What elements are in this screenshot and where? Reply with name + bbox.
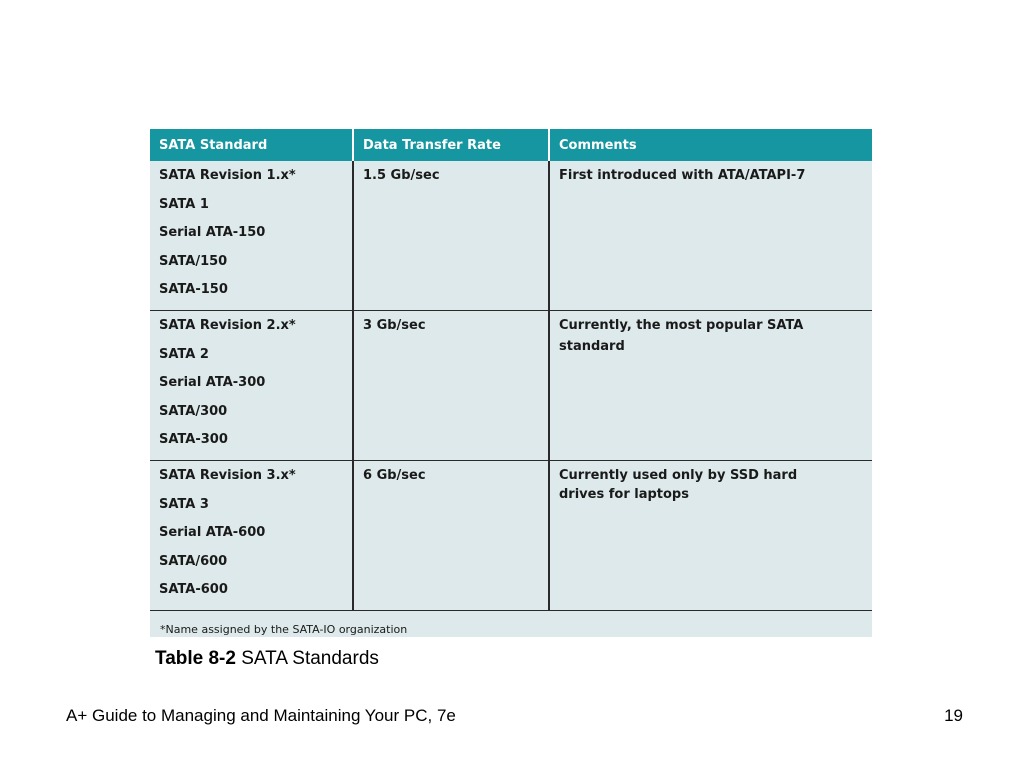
standard-name: Serial ATA-150 bbox=[159, 225, 266, 241]
comment-text: First introduced with ATA/ATAPI-7 bbox=[559, 168, 806, 183]
column-header-comments: Comments bbox=[549, 129, 872, 161]
standard-name: SATA 1 bbox=[159, 196, 209, 212]
footer-book-title: A+ Guide to Managing and Maintaining Your PC, 7e bbox=[66, 706, 456, 725]
standard-name: SATA Revision 2.x* bbox=[159, 317, 296, 333]
standard-name: SATA/150 bbox=[159, 253, 228, 269]
standard-names-cell bbox=[150, 310, 353, 460]
table-caption bbox=[155, 648, 379, 670]
page-number: 19 bbox=[944, 706, 963, 725]
standard-names-cell bbox=[150, 460, 353, 610]
table-row bbox=[150, 310, 872, 460]
table-header-row bbox=[150, 129, 872, 161]
standard-name: Serial ATA-600 bbox=[159, 525, 266, 541]
standard-name: SATA Revision 3.x* bbox=[159, 467, 296, 483]
column-header-sata-standard: SATA Standard bbox=[150, 129, 353, 161]
comment-cell bbox=[549, 161, 872, 310]
table-row bbox=[150, 460, 872, 610]
column-header-data-transfer-rate: Data Transfer Rate bbox=[353, 129, 549, 161]
transfer-rate-cell bbox=[353, 161, 549, 310]
caption-text: SATA Standards bbox=[241, 648, 379, 669]
standard-name: SATA-300 bbox=[159, 432, 228, 448]
sata-table-figure bbox=[150, 129, 872, 637]
comment-cell bbox=[549, 310, 872, 460]
comment-text: Currently, the most popular SATA standard bbox=[559, 317, 804, 354]
sata-standards-table bbox=[150, 129, 872, 611]
comment-text-line: Currently used only by SSD hard bbox=[559, 467, 798, 483]
comment-cell bbox=[549, 460, 872, 610]
standard-name: SATA-600 bbox=[159, 582, 228, 598]
transfer-rate: 6 Gb/sec bbox=[363, 467, 426, 483]
standard-names-cell bbox=[150, 161, 353, 310]
transfer-rate: 1.5 Gb/sec bbox=[363, 168, 440, 183]
transfer-rate-cell bbox=[353, 310, 549, 460]
caption-label: Table 8-2 bbox=[155, 648, 236, 669]
comment-text-line: drives for laptops bbox=[559, 486, 689, 502]
standard-name: SATA-150 bbox=[159, 282, 228, 298]
transfer-rate-cell bbox=[353, 460, 549, 610]
transfer-rate: 3 Gb/sec bbox=[363, 317, 426, 333]
standard-name: Serial ATA-300 bbox=[159, 375, 266, 391]
standard-name: SATA Revision 1.x* bbox=[159, 168, 296, 183]
standard-name: SATA 2 bbox=[159, 346, 209, 362]
standard-name: SATA/600 bbox=[159, 553, 228, 569]
table-row bbox=[150, 161, 872, 310]
standard-name: SATA 3 bbox=[159, 496, 209, 512]
table-footnote: *Name assigned by the SATA-IO organization bbox=[160, 622, 408, 636]
standard-name: SATA/300 bbox=[159, 403, 228, 419]
